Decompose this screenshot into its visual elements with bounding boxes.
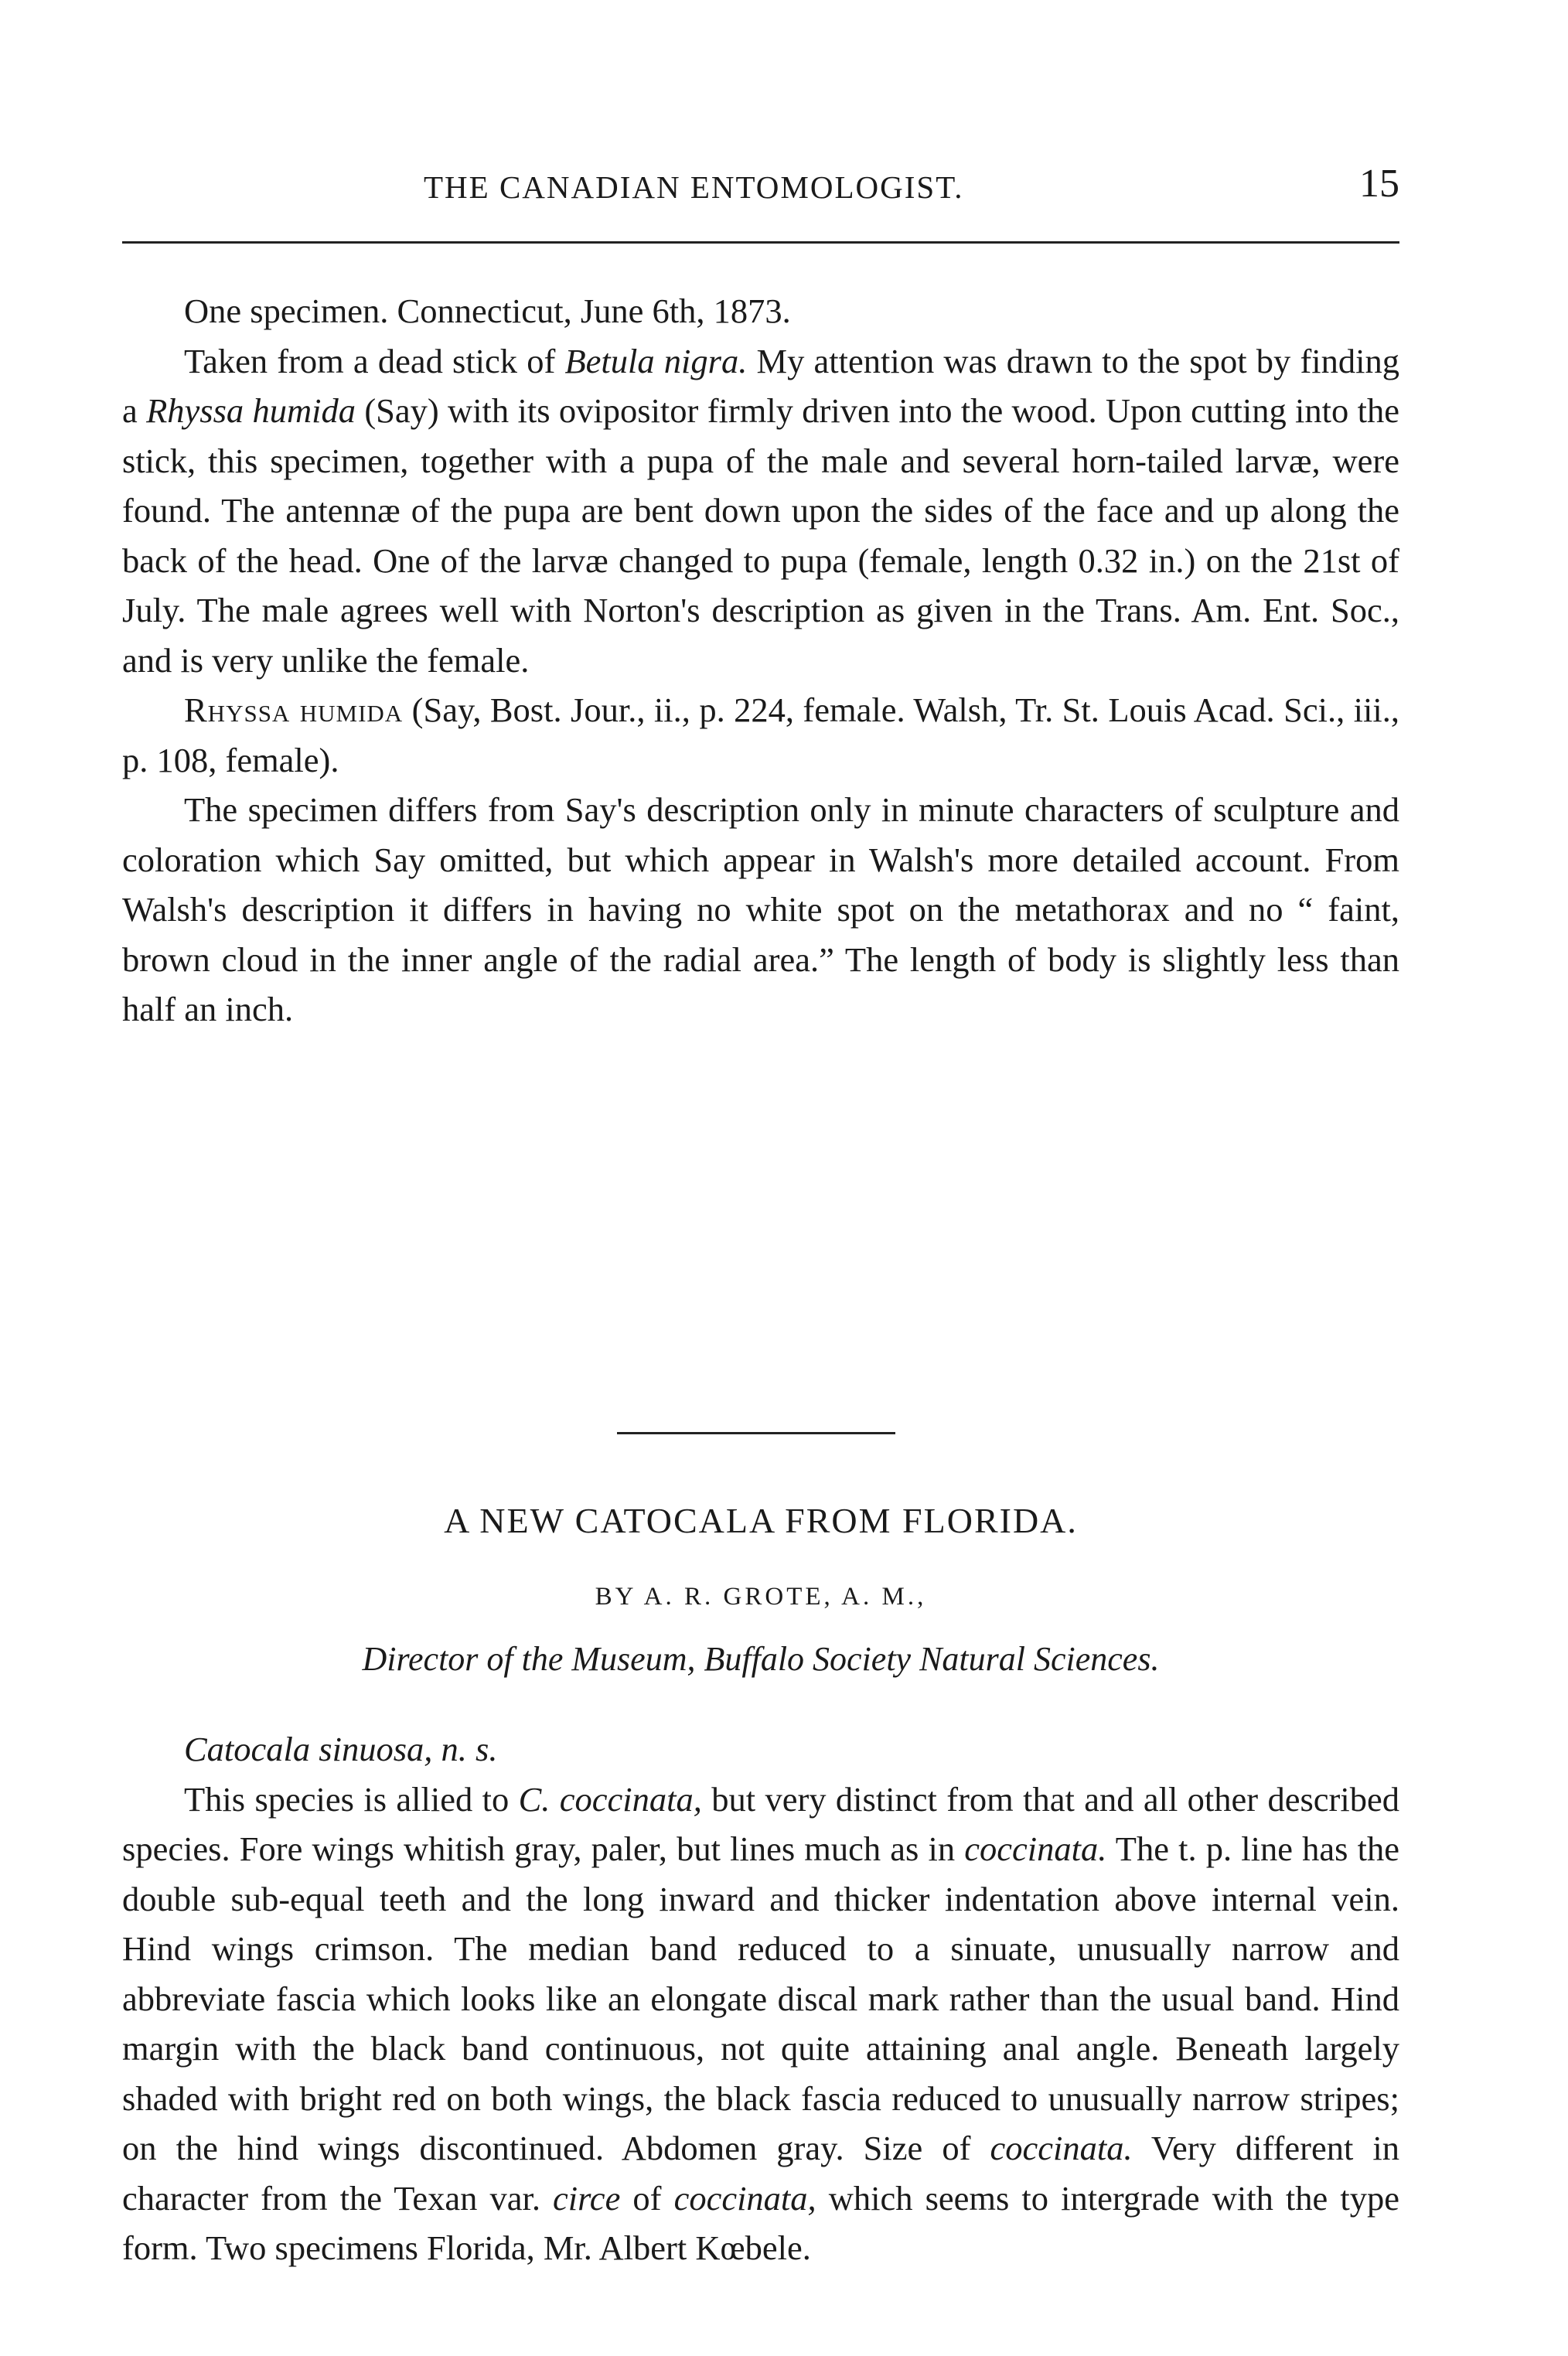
text-run: Very different in character from the Texan var. <box>122 2129 1399 2218</box>
species-name: circe <box>553 2178 621 2218</box>
running-header <box>122 155 1399 209</box>
text-run: of <box>620 2178 674 2218</box>
page <box>122 155 1399 2304</box>
text-run: My attention was drawn to the spot by finding a <box>122 341 1399 430</box>
species-name: coccinata. <box>964 1829 1107 1868</box>
affiliation: Director of the Museum, Buffalo Society Natural Sciences. <box>362 1640 1160 1678</box>
text-run: Taken from a dead stick of <box>184 341 565 380</box>
page-number: 15 <box>1359 162 1399 206</box>
article-title: A NEW CATOCALA FROM FLORIDA. <box>444 1501 1078 1540</box>
paragraph-description <box>122 1775 1399 2273</box>
paragraph-rhyssa <box>122 685 1399 785</box>
section-divider <box>617 1432 895 1434</box>
species-name: Rhyssa humida <box>146 391 356 430</box>
text-run: The t. p. line has the double sub-equal teeth and the long inward and thicker indentation above internal vein. Hind wings crimson. The median band reduced to a sinuate, unusually narrow and abbreviate fascia which looks like an elongate discal mark rather than the usual band. Hind margin with the black band continuous, not quite attaining anal angle. Beneath largely shaded with bright red on both wings, the black fascia reduced to unusually narrow stripes; on the hind wings discontinued. Abdomen gray. Size of <box>122 1829 1399 2167</box>
species-name: coccinata, <box>673 2178 816 2218</box>
species-name: Catocala sinuosa, n. s. <box>184 1730 498 1768</box>
text-run: but very distinct from that and all other described species. Fore wings whitish gray, paler, but lines much as in <box>122 1779 1399 1868</box>
running-title: THE CANADIAN ENTOMOLOGIST. <box>424 169 964 205</box>
species-heading: Rhyssa humida <box>184 690 404 729</box>
text-run: (Say) with its ovipositor firmly driven into the wood. Upon cutting into the stick, this specimen, together with a pupa of the male and several horn-tailed larvæ, were found. The antennæ of the pupa are bent down upon the sides of the face and up along the back of the head. One of the larvæ changed to pupa (female, length 0.32 in.) on the 21st of July. The male agrees well with Norton's description as given in the Trans. Am. Ent. Soc., and is very unlike the female. <box>122 391 1399 680</box>
header-rule <box>122 241 1399 244</box>
paragraph-taken-from <box>122 336 1399 686</box>
text-run: This species is allied to <box>184 1779 519 1819</box>
text-run: (Say, Bost. Jour., ii., p. 224, female. Walsh, Tr. St. Louis Acad. Sci., iii., p. 108, female). <box>122 690 1400 779</box>
paragraph-differs: The specimen differs from Say's description only in minute characters of sculpture and coloration which Say omitted, but which appear in Walsh's more detailed account. From Walsh's description it differs in having no white spot on the metathorax and no “ faint, brown cloud in the inner angle of the radial area.” The length of body is slightly less than half an inch. <box>122 790 1399 1028</box>
species-name: coccinata. <box>990 2129 1133 2167</box>
text-run: which seems to intergrade with the type form. Two specimens Florida, Mr. Albert Kœbele. <box>122 2178 1399 2267</box>
top-section <box>122 286 1399 1035</box>
byline: BY A. R. GROTE, A. M., <box>595 1583 927 1611</box>
paragraph-specimen: One specimen. Connecticut, June 6th, 1873. <box>184 292 791 330</box>
article-body <box>122 1724 1399 2273</box>
species-name: C. coccinata, <box>518 1779 702 1819</box>
species-name: Betula nigra. <box>564 341 748 380</box>
species-heading <box>122 1724 1399 1775</box>
